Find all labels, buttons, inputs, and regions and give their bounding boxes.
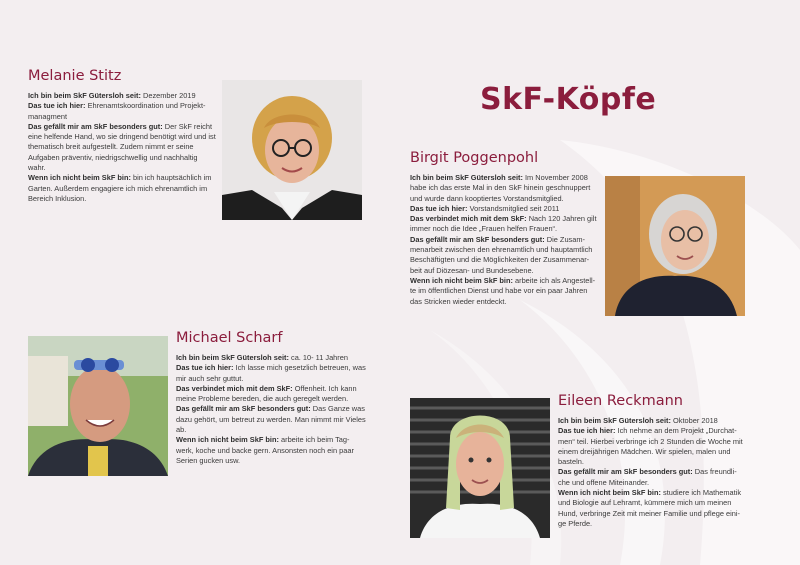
portrait-photo-michael-scharf	[28, 336, 168, 476]
profile-text	[176, 353, 366, 466]
profile-name: Michael Scharf	[176, 330, 283, 346]
field-text: Ehrenamtskoordination und Projekt-managment	[28, 101, 206, 121]
field-label: Ich bin beim SkF Gütersloh seit:	[558, 416, 671, 425]
field-text: Offenheit. Ich kann meine Probleme bereden, die auch geregelt werden.	[176, 383, 357, 404]
profile-name: Birgit Poggenpohl	[410, 150, 539, 166]
field-label: Wenn ich nicht beim SkF bin:	[558, 488, 661, 498]
field-label: Wenn ich nicht beim SkF bin:	[176, 435, 279, 445]
profile-michael-scharf	[176, 330, 366, 466]
field-text: Die Zusam-menarbeit zwischen den ehrenamtlich und hauptamtlich Beschäftigten und die Möglichkeiten der Zusammenar-beit auf Diözesan- und Bundesebene.	[410, 234, 593, 275]
portrait-photo-melanie-stitz	[222, 80, 362, 220]
profile-melanie-stitz	[28, 68, 216, 204]
field-label: Ich bin beim SkF Gütersloh seit:	[176, 353, 289, 362]
field-label: Das gefällt mir am SkF besonders gut:	[28, 121, 163, 131]
field-text: Nach 120 Jahren gilt immer noch die Idee „Frauen helfen Frauen“.	[410, 214, 597, 234]
field-text: Das Ganze was dazu gehört, um betreut zu werden. Man nimmt mir Vieles ab.	[176, 404, 366, 435]
field-text: Dezember 2019	[143, 91, 196, 100]
field-label: Wenn ich nicht beim SkF bin:	[28, 173, 131, 183]
field-text: Im November 2008 habe ich das erste Mal in den SkF hinein geschnuppert und wurde dann kooptiertes Vorstandsmitglied.	[410, 173, 591, 203]
field-text: arbeite ich beim Tag-werk, koche und backe gern. Ansonsten noch ein paar Serien gucken usw.	[176, 435, 354, 465]
field-label: Ich bin beim SkF Gütersloh seit:	[410, 173, 523, 182]
field-label: Das tue ich hier:	[410, 203, 468, 213]
page-title: SkF-Köpfe	[480, 82, 657, 118]
field-text: Vorstandsmitglied seit 2011	[469, 203, 560, 213]
field-text: Ich nehme an dem Projekt „Durchat-men“ teil. Hierbei verbringe ich 2 Stunden die Woche mit einem dreijährigen Mädchen. Wir spielen, malen und basteln.	[558, 426, 743, 467]
field-label: Das gefällt mir am SkF besonders gut:	[410, 234, 545, 244]
portrait-photo-eileen-reckmann	[410, 398, 550, 538]
profile-text	[410, 173, 600, 307]
field-label: Das tue ich hier:	[176, 363, 234, 373]
field-label: Das tue ich hier:	[28, 101, 86, 111]
profile-name: Eileen Reckmann	[558, 393, 683, 409]
profile-text	[28, 91, 216, 204]
profile-birgit-poggenpohl	[410, 150, 600, 307]
field-text: bin ich hauptsächlich im Garten. Außerdem engagiere ich mich ehrenamtlich im Bereich Inklusion.	[28, 173, 212, 203]
profile-text	[558, 416, 748, 529]
field-label: Ich bin beim SkF Gütersloh seit:	[28, 91, 141, 100]
field-text: Oktober 2018	[673, 416, 718, 425]
profile-eileen-reckmann	[558, 393, 748, 529]
field-text: studiere ich Mathematik und Biologie auf Lehramt, kümmere mich um meinen Hund, verbringe Zeit mit meiner Familie und pflege eini-ge Pferde.	[558, 488, 742, 528]
field-label: Das tue ich hier:	[558, 426, 616, 436]
field-label: Das verbindet mich mit dem SkF:	[176, 383, 293, 393]
field-text: Das freundli-che und offene Miteinander.	[558, 467, 737, 487]
field-label: Das verbindet mich mit dem SkF:	[410, 214, 527, 224]
field-label: Das gefällt mir am SkF besonders gut:	[176, 404, 311, 414]
field-text: arbeite ich als Angestell-te im öffentlichen Dienst und habe vor ein paar Jahren das Stricken wieder entdeckt.	[410, 275, 596, 306]
field-text: Der SkF reicht eine helfende Hand, wo sie dringend benötigt wird und ist thematisch breit aufgestellt. Zudem nimmt er seine Aufgaben präventiv, niedrigschwellig und nachhaltig wahr.	[28, 121, 216, 173]
profile-name: Melanie Stitz	[28, 68, 122, 84]
field-label: Wenn ich nicht beim SkF bin:	[410, 275, 513, 285]
portrait-photo-birgit-poggenpohl	[605, 176, 745, 316]
field-text: ca. 10- 11 Jahren	[291, 353, 348, 362]
field-text: Ich lasse mich gesetzlich betreuen, was mir auch sehr guttut.	[176, 363, 366, 383]
field-label: Das gefällt mir am SkF besonders gut:	[558, 467, 693, 477]
